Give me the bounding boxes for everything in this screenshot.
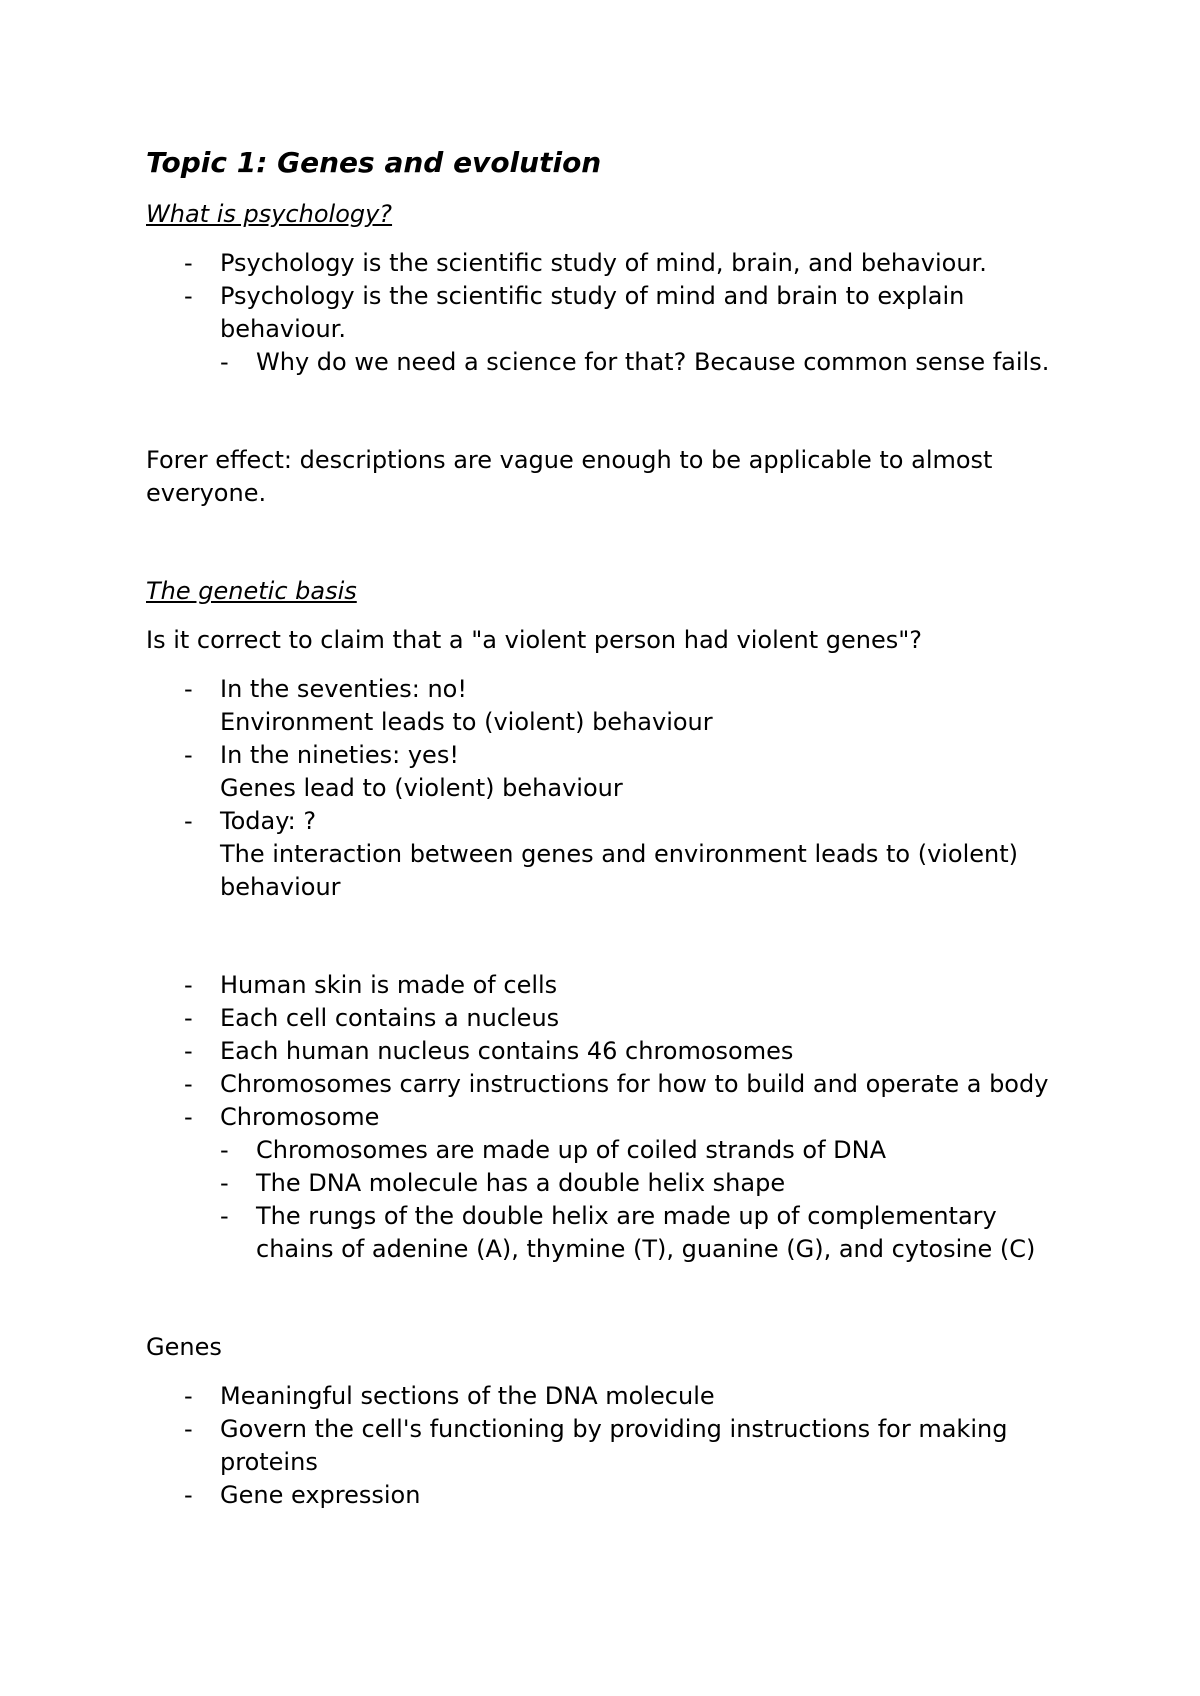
list-item-text: Govern the cell's functioning by providing instructions for making [220,1415,1008,1443]
list-item-text: Environment leads to (violent) behaviour [220,708,713,736]
bullet-dash: - [184,249,193,277]
page-title: Topic 1: Genes and evolution [146,146,602,179]
list-item-text: Human skin is made of cells [220,971,558,999]
list-item-text: Each cell contains a nucleus [220,1004,560,1032]
bullet-dash: - [184,1481,193,1509]
list-item-text: In the nineties: yes! [220,741,459,769]
bullet-dash: - [184,1037,193,1065]
list-item-text: The interaction between genes and environment leads to (violent) [220,840,1019,868]
bullet-dash: - [220,1136,229,1164]
bullet-dash: - [184,282,193,310]
list-item-text: Chromosome [220,1103,380,1131]
bullet-dash: - [184,1004,193,1032]
list-item-text: Why do we need a science for that? Because common sense fails. [256,348,1050,376]
section-heading-genes: Genes [146,1333,222,1361]
bullet-dash: - [220,1202,229,1230]
bullet-dash: - [220,348,229,376]
bullet-dash: - [184,741,193,769]
bullet-dash: - [184,1103,193,1131]
bullet-dash: - [184,675,193,703]
list-item-text: proteins [220,1448,318,1476]
list-item-text: Today: ? [220,807,317,835]
list-item-text: chains of adenine (A), thymine (T), guanine (G), and cytosine (C) [256,1235,1036,1263]
list-item-text: In the seventies: no! [220,675,467,703]
list-item-text: Gene expression [220,1481,421,1509]
bullet-dash: - [184,1070,193,1098]
section-heading-genetic-basis: The genetic basis [146,577,357,605]
bullet-dash: - [184,1382,193,1410]
list-item-text: Chromosomes carry instructions for how to build and operate a body [220,1070,1049,1098]
section-heading-what-is-psychology: What is psychology? [146,200,393,228]
paragraph-forer-line-1: Forer effect: descriptions are vague enough to be applicable to almost [146,446,993,474]
list-item-text: Genes lead to (violent) behaviour [220,774,623,802]
bullet-dash: - [184,1415,193,1443]
list-item-text: behaviour [220,873,341,901]
list-item-text: behaviour. [220,315,346,343]
list-item-text: Psychology is the scientific study of mind, brain, and behaviour. [220,249,987,277]
bullet-dash: - [220,1169,229,1197]
question-text: Is it correct to claim that a "a violent person had violent genes"? [146,626,923,654]
bullet-dash: - [184,807,193,835]
list-item-text: Each human nucleus contains 46 chromosomes [220,1037,794,1065]
list-item-text: Chromosomes are made up of coiled strands of DNA [256,1136,887,1164]
bullet-dash: - [184,971,193,999]
list-item-text: The DNA molecule has a double helix shape [256,1169,786,1197]
paragraph-forer-line-2: everyone. [146,479,267,507]
list-item-text: The rungs of the double helix are made up of complementary [256,1202,997,1230]
list-item-text: Psychology is the scientific study of mind and brain to explain [220,282,965,310]
list-item-text: Meaningful sections of the DNA molecule [220,1382,715,1410]
